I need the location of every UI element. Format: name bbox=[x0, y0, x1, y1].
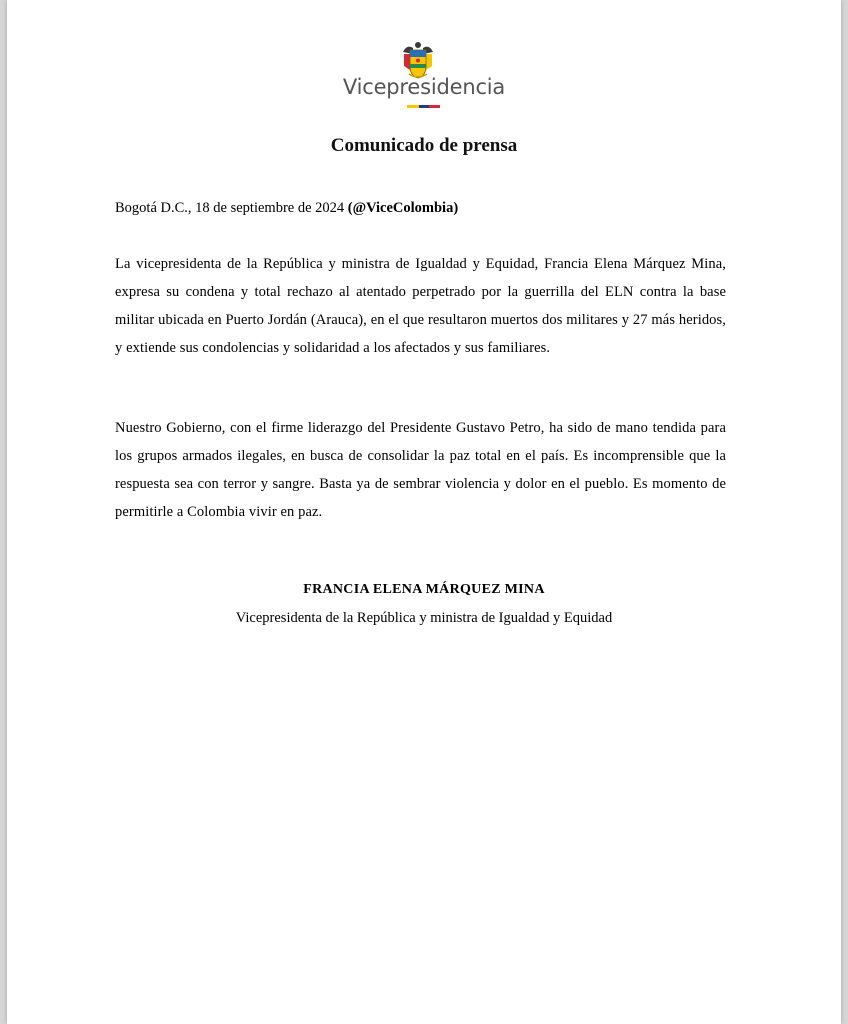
flag-bar-red bbox=[429, 105, 440, 108]
dateline bbox=[115, 200, 458, 217]
paragraph-2: Nuestro Gobierno, con el firme liderazgo del Presidente Gustavo Petro, ha sido de mano tendida para los grupos armados ilegales, en busca de consolidar la paz total en el país. Es incomprensible que la respuesta sea con terror y sangre. Basta ya de sembrar violencia y dolor en el pueblo. Es momento de permitirle a Colombia vivir en paz. bbox=[115, 420, 726, 520]
signer-name: FRANCIA ELENA MÁRQUEZ MINA bbox=[303, 582, 545, 597]
signer-role: Vicepresidenta de la República y ministra de Igualdad y Equidad bbox=[235, 610, 613, 626]
flag-bar-blue bbox=[419, 105, 429, 108]
document-title: Comunicado de prensa bbox=[330, 135, 518, 156]
paragraph-1: La vicepresidenta de la República y ministra de Igualdad y Equidad, Francia Elena Márquez Mina, expresa su condena y total rechazo al atentado perpetrado por la guerrilla del ELN contra la base militar ubicada en Puerto Jordán (Arauca), en el que resultaron muertos dos militares y 27 más heridos, y extiende sus condolencias y solidaridad a los afectados y sus familiares. bbox=[115, 256, 726, 356]
flag-bar-yellow bbox=[407, 105, 419, 108]
brand-wordmark: Vicepresidencia bbox=[342, 75, 506, 99]
dateline-text: Bogotá D.C., 18 de septiembre de 2024 bbox=[115, 200, 348, 216]
dateline-handle: (@ViceColombia) bbox=[347, 200, 459, 216]
coat-of-arms-icon bbox=[401, 40, 435, 80]
